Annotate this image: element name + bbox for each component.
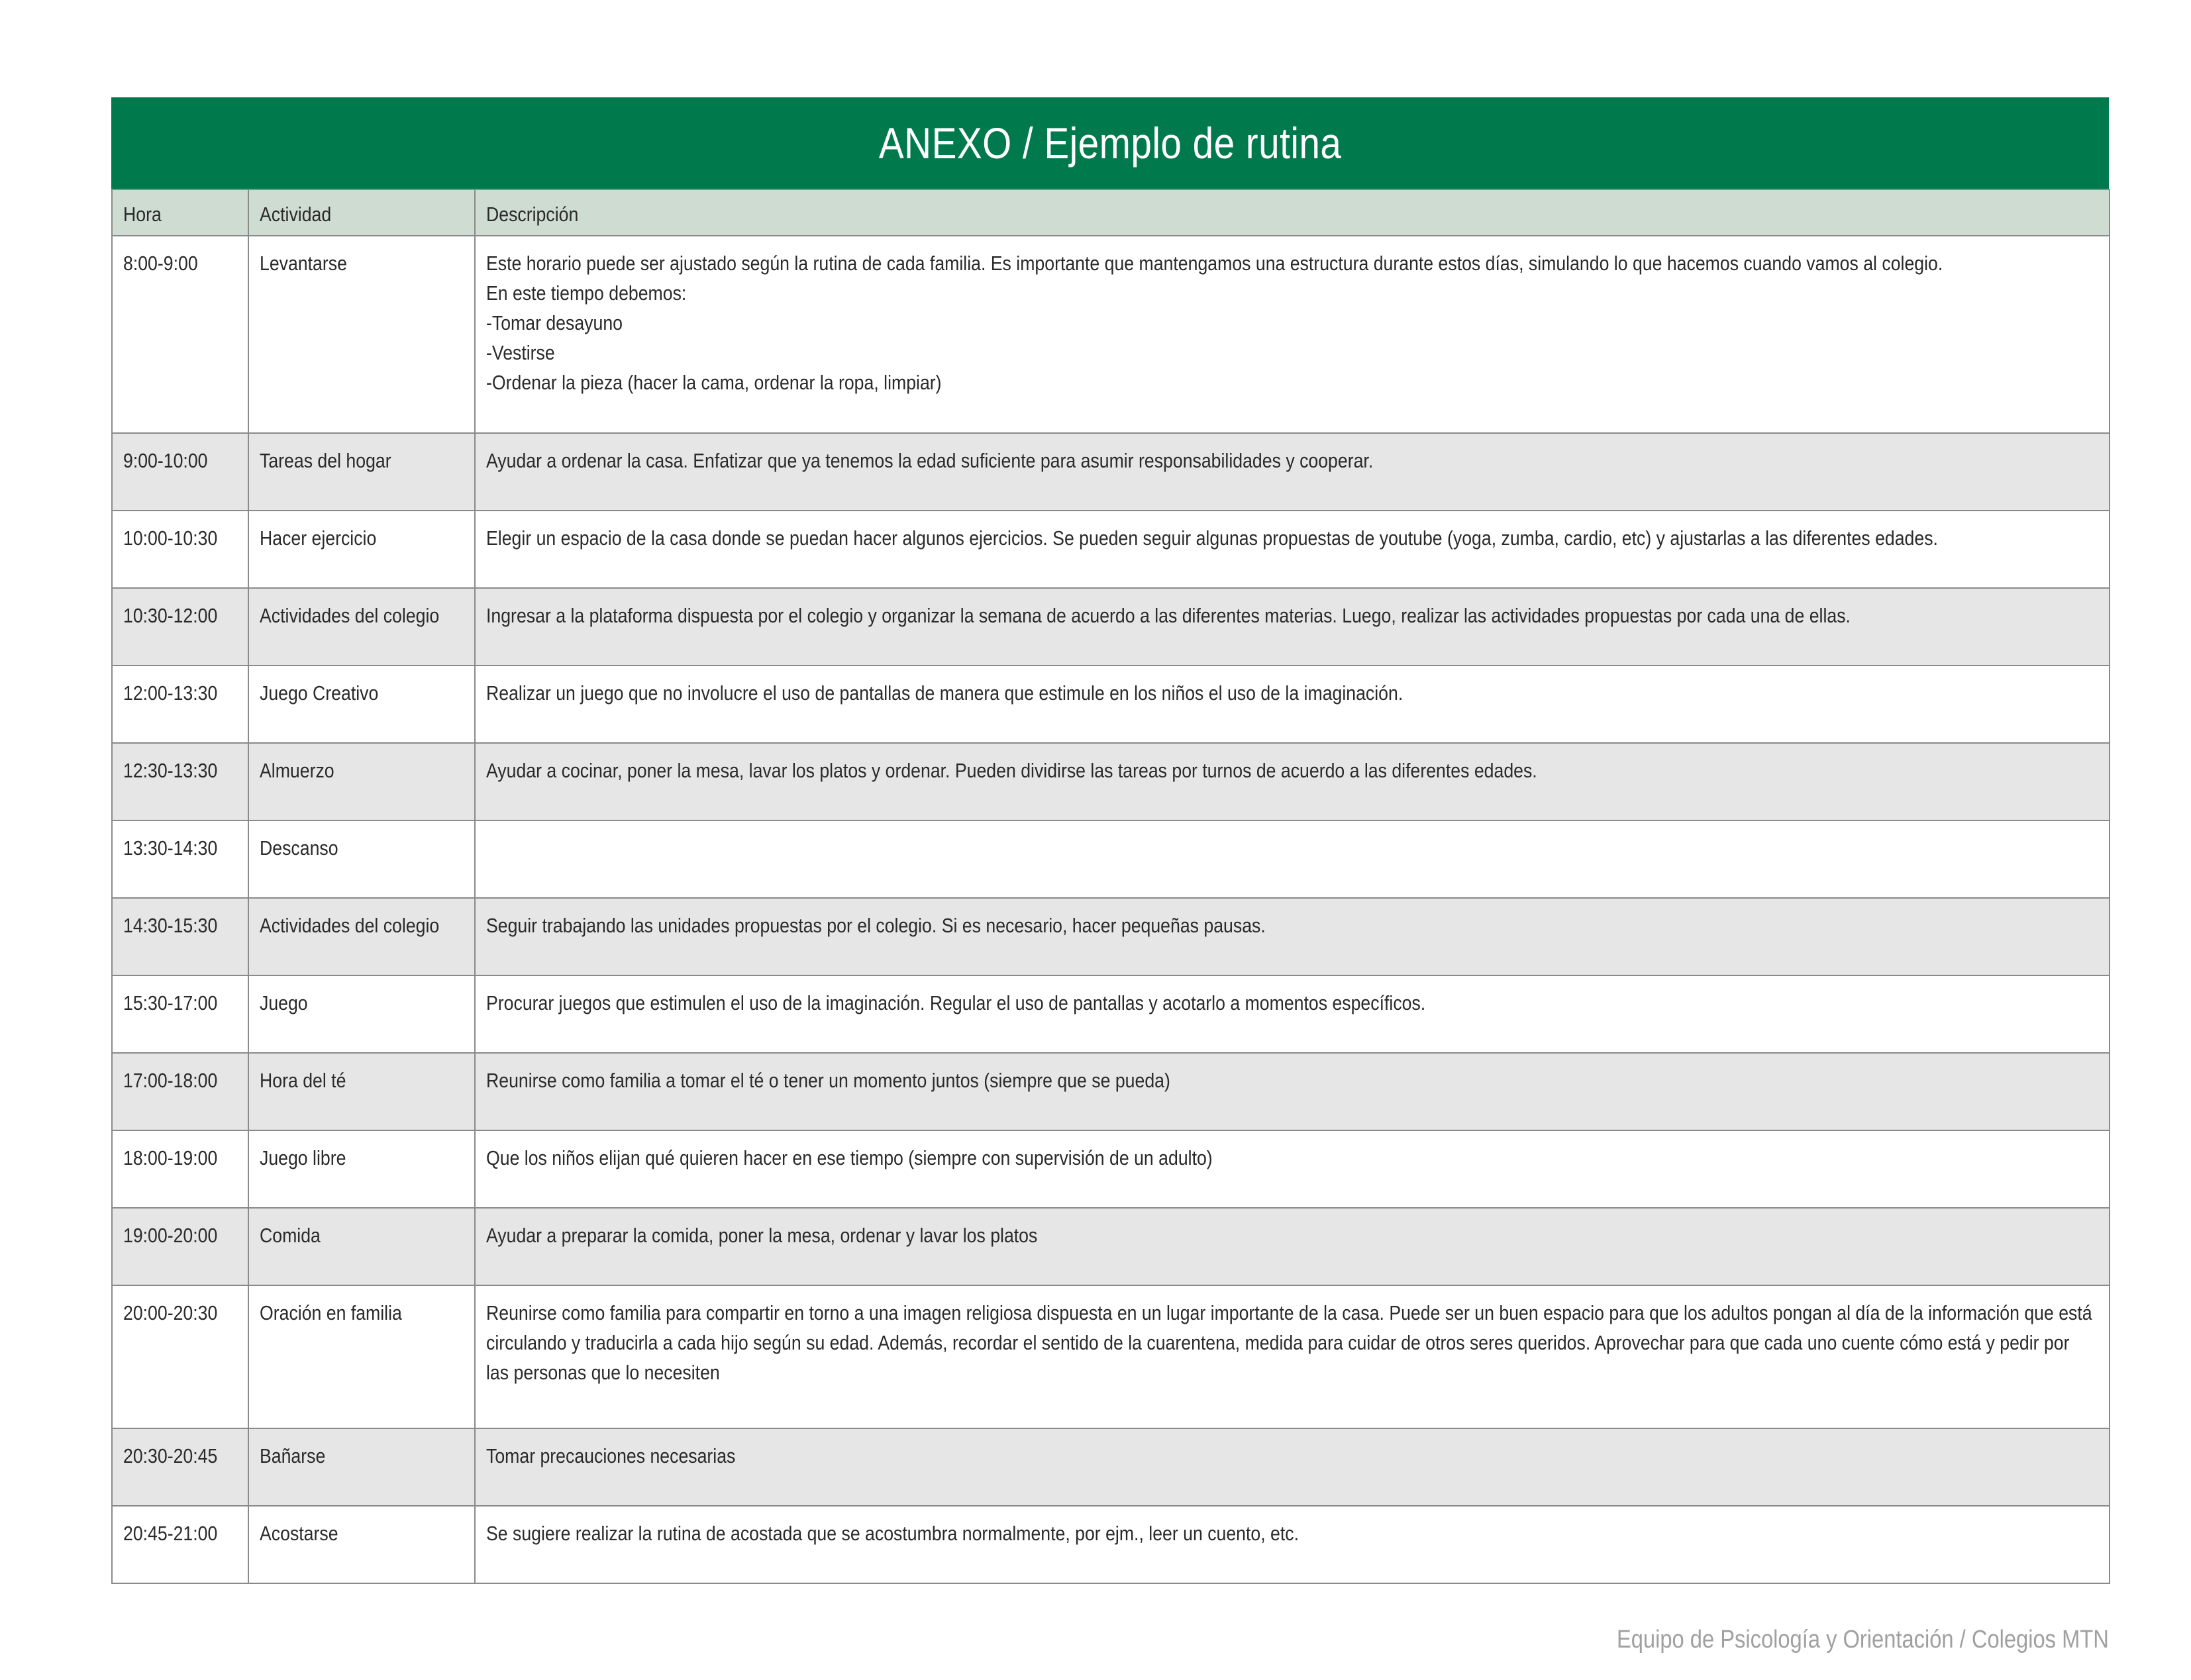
cell-hora: 13:30-14:30 (112, 820, 248, 898)
cell-hora: 12:00-13:30 (112, 666, 248, 743)
cell-actividad: Actividades del colegio (248, 588, 475, 666)
cell-descripcion: Realizar un juego que no involucre el uso de pantallas de manera que estimule en los niños el uso de la imaginación. (475, 666, 2110, 743)
table-row (112, 898, 2110, 975)
cell-hora: 19:00-20:00 (112, 1208, 248, 1285)
cell-descripcion: Ayudar a ordenar la casa. Enfatizar que ya tenemos la edad suficiente para asumir responsabilidades y cooperar. (475, 433, 2110, 511)
cell-hora: 18:00-19:00 (112, 1130, 248, 1208)
table-row (112, 511, 2110, 588)
cell-descripcion: Elegir un espacio de la casa donde se puedan hacer algunos ejercicios. Se pueden seguir algunas propuestas de youtube (yoga, zumba, cardio, etc) y ajustarlas a las diferentes edades. (475, 511, 2110, 588)
cell-actividad: Juego (248, 975, 475, 1053)
cell-descripcion: Seguir trabajando las unidades propuestas por el colegio. Si es necesario, hacer pequeñas pausas. (475, 898, 2110, 975)
table-row (112, 1208, 2110, 1285)
table-row (112, 1285, 2110, 1428)
table-row (112, 820, 2110, 898)
cell-actividad: Juego Creativo (248, 666, 475, 743)
table-row (112, 1130, 2110, 1208)
cell-actividad: Hora del té (248, 1053, 475, 1130)
table-row (112, 236, 2110, 433)
cell-hora: 20:45-21:00 (112, 1506, 248, 1583)
cell-descripcion: Reunirse como familia para compartir en torno a una imagen religiosa dispuesta en un lugar importante de la casa. Puede ser un buen espacio para que los adultos pongan al día de la información que está circulando y traducirla a cada hijo según su edad. Además, recordar el sentido de la cuarentena, medida para cuidar de otros seres queridos. Aprovechar para que cada uno cuente cómo está y pedir por las personas que lo necesiten (475, 1285, 2110, 1428)
cell-descripcion: Ayudar a preparar la comida, poner la mesa, ordenar y lavar los platos (475, 1208, 2110, 1285)
cell-hora: 9:00-10:00 (112, 433, 248, 511)
cell-descripcion: Ayudar a cocinar, poner la mesa, lavar los platos y ordenar. Pueden dividirse las tareas por turnos de acuerdo a las diferentes edades. (475, 743, 2110, 820)
table-row (112, 433, 2110, 511)
cell-actividad: Hacer ejercicio (248, 511, 475, 588)
cell-descripcion (475, 820, 2110, 898)
cell-descripcion: Este horario puede ser ajustado según la rutina de cada familia. Es importante que mantengamos una estructura durante estos días, simulando lo que hacemos cuando vamos al colegio. En este tiempo debemos: -Tomar desayuno -Vestirse -Ordenar la pieza (hacer la cama, ordenar la ropa, limpiar) (475, 236, 2110, 433)
header-descripcion: Descripción (475, 189, 2110, 236)
cell-actividad: Oración en familia (248, 1285, 475, 1428)
cell-descripcion: Se sugiere realizar la rutina de acostada que se acostumbra normalmente, por ejm., leer un cuento, etc. (475, 1506, 2110, 1583)
cell-hora: 10:30-12:00 (112, 588, 248, 666)
cell-actividad: Comida (248, 1208, 475, 1285)
table-row (112, 588, 2110, 666)
cell-descripcion: Que los niños elijan qué quieren hacer en ese tiempo (siempre con supervisión de un adulto) (475, 1130, 2110, 1208)
title-bar (111, 97, 2109, 189)
cell-actividad: Acostarse (248, 1506, 475, 1583)
header-hora: Hora (112, 189, 248, 236)
cell-descripcion: Ingresar a la plataforma dispuesta por el colegio y organizar la semana de acuerdo a las diferentes materias. Luego, realizar las actividades propuestas por cada una de ellas. (475, 588, 2110, 666)
cell-descripcion: Procurar juegos que estimulen el uso de la imaginación. Regular el uso de pantallas y acotarlo a momentos específicos. (475, 975, 2110, 1053)
table-row (112, 1506, 2110, 1583)
cell-hora: 14:30-15:30 (112, 898, 248, 975)
cell-actividad: Almuerzo (248, 743, 475, 820)
cell-actividad: Bañarse (248, 1428, 475, 1506)
footer-credit: Equipo de Psicología y Orientación / Colegios MTN (1617, 1626, 2109, 1654)
table-row (112, 1428, 2110, 1506)
cell-hora: 20:30-20:45 (112, 1428, 248, 1506)
routine-table (111, 189, 2110, 1584)
cell-actividad: Tareas del hogar (248, 433, 475, 511)
cell-descripcion: Reunirse como familia a tomar el té o tener un momento juntos (siempre que se pueda) (475, 1053, 2110, 1130)
cell-hora: 15:30-17:00 (112, 975, 248, 1053)
cell-hora: 20:00-20:30 (112, 1285, 248, 1428)
cell-hora: 12:30-13:30 (112, 743, 248, 820)
routine-sheet (111, 97, 2109, 1584)
cell-hora: 10:00-10:30 (112, 511, 248, 588)
cell-actividad: Descanso (248, 820, 475, 898)
header-actividad: Actividad (248, 189, 475, 236)
cell-hora: 17:00-18:00 (112, 1053, 248, 1130)
page-title: ANEXO / Ejemplo de rutina (878, 119, 1342, 168)
table-row (112, 975, 2110, 1053)
cell-descripcion: Tomar precauciones necesarias (475, 1428, 2110, 1506)
table-row (112, 1053, 2110, 1130)
table-row (112, 666, 2110, 743)
cell-hora: 8:00-9:00 (112, 236, 248, 433)
table-row (112, 743, 2110, 820)
cell-actividad: Actividades del colegio (248, 898, 475, 975)
cell-actividad: Juego libre (248, 1130, 475, 1208)
cell-actividad: Levantarse (248, 236, 475, 433)
table-header-row (112, 189, 2110, 236)
